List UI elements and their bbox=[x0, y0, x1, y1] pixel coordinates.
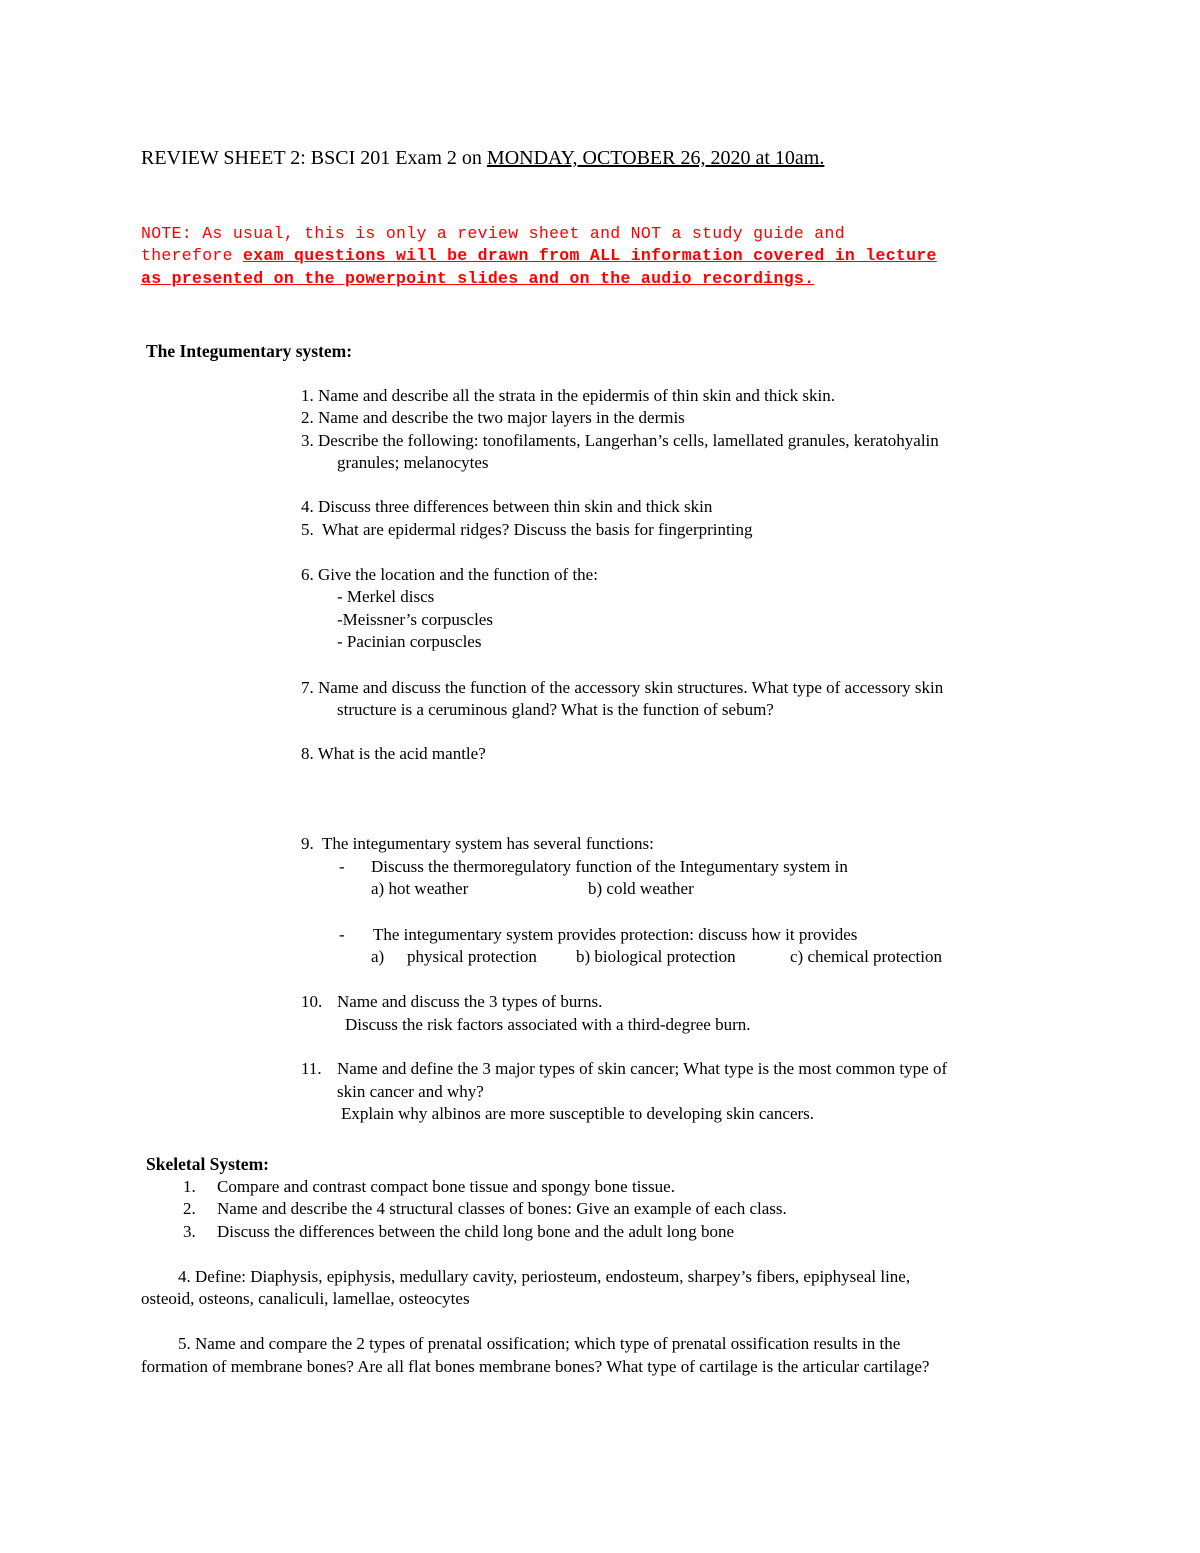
skeletal-question-4: 4. Define: Diaphysis, epiphysis, medullary cavity, periosteum, endosteum, sharpey’s fibers, epiphyseal line, bbox=[178, 1267, 911, 1286]
note-line-2 bbox=[141, 245, 937, 268]
section-heading-integumentary: The Integumentary system: bbox=[146, 341, 353, 361]
skeletal-question-3: Discuss the differences between the child long bone and the adult long bone bbox=[217, 1222, 735, 1241]
question-6-item-a: - Merkel discs bbox=[337, 587, 435, 606]
question-8: 8. What is the acid mantle? bbox=[301, 744, 486, 763]
skeletal-question-4-continued: osteoid, osteons, canaliculi, lamellae, osteocytes bbox=[141, 1289, 470, 1308]
note-line-3 bbox=[141, 268, 814, 291]
question-4: 4. Discuss three differences between thin skin and thick skin bbox=[301, 497, 713, 516]
note-line-2-emphasis: exam questions will be drawn from ALL information covered in lecture bbox=[243, 246, 937, 265]
question-3-continued: granules; melanocytes bbox=[337, 453, 489, 472]
question-9-sub-2: The integumentary system provides protection: discuss how it provides bbox=[373, 925, 858, 944]
question-9: 9. The integumentary system has several functions: bbox=[301, 834, 654, 853]
question-6-item-c: - Pacinian corpuscles bbox=[337, 632, 482, 651]
question-9-sub-2-c: c) chemical protection bbox=[790, 947, 942, 966]
note-line-2-plain: therefore bbox=[141, 246, 244, 265]
note-line-1: NOTE: As usual, this is only a review sheet and NOT a study guide and bbox=[141, 224, 845, 243]
question-5: 5. What are epidermal ridges? Discuss the basis for fingerprinting bbox=[301, 520, 753, 539]
question-2: 2. Name and describe the two major layers in the dermis bbox=[301, 408, 685, 427]
section-heading-skeletal: Skeletal System: bbox=[146, 1154, 269, 1174]
title-date: MONDAY, OCTOBER 26, 2020 at 10am. bbox=[486, 147, 825, 169]
question-6: 6. Give the location and the function of the: bbox=[301, 565, 598, 584]
skeletal-question-2-number: 2. bbox=[183, 1199, 196, 1218]
skeletal-question-5: 5. Name and compare the 2 types of prenatal ossification; which type of prenatal ossification results in the bbox=[178, 1334, 901, 1353]
question-9-sub-2-b: b) biological protection bbox=[576, 947, 736, 966]
question-10-number: 10. bbox=[301, 992, 323, 1011]
question-11-continued: skin cancer and why? bbox=[337, 1082, 484, 1101]
note-line-3-emphasis: as presented on the powerpoint slides and on the audio recordings. bbox=[141, 269, 815, 288]
question-9-dash-1: - bbox=[339, 857, 345, 876]
question-9-sub-1: Discuss the thermoregulatory function of the Integumentary system in bbox=[371, 857, 848, 876]
question-9-sub-1-b: b) cold weather bbox=[588, 879, 694, 898]
skeletal-question-1-number: 1. bbox=[183, 1177, 196, 1196]
skeletal-question-1: Compare and contrast compact bone tissue and spongy bone tissue. bbox=[217, 1177, 675, 1196]
question-10-continued: Discuss the risk factors associated with a third-degree burn. bbox=[345, 1015, 751, 1034]
question-9-sub-2-a-label: a) bbox=[371, 947, 385, 966]
skeletal-question-2: Name and describe the 4 structural classes of bones: Give an example of each class. bbox=[217, 1199, 787, 1218]
question-11-extra: Explain why albinos are more susceptible to developing skin cancers. bbox=[341, 1104, 815, 1123]
question-10: Name and discuss the 3 types of burns. bbox=[337, 992, 603, 1011]
question-9-sub-1-a: a) hot weather bbox=[371, 879, 469, 898]
skeletal-question-5-continued: formation of membrane bones? Are all flat bones membrane bones? What type of cartilage is the articular cartilage? bbox=[141, 1357, 930, 1376]
question-9-sub-2-a: physical protection bbox=[407, 947, 537, 966]
question-3: 3. Describe the following: tonofilaments, Langerhan’s cells, lamellated granules, keratohyalin bbox=[301, 431, 939, 450]
question-7: 7. Name and discuss the function of the accessory skin structures. What type of accessory skin bbox=[301, 678, 944, 697]
question-6-item-b: -Meissner’s corpuscles bbox=[337, 610, 493, 629]
title-prefix: REVIEW SHEET 2: BSCI 201 Exam 2 on bbox=[141, 147, 487, 169]
skeletal-question-3-number: 3. bbox=[183, 1222, 196, 1241]
question-9-dash-2: - bbox=[339, 925, 345, 944]
question-11: Name and define the 3 major types of skin cancer; What type is the most common type of bbox=[337, 1059, 948, 1078]
question-7-continued: structure is a ceruminous gland? What is the function of sebum? bbox=[337, 700, 774, 719]
question-1: 1. Name and describe all the strata in the epidermis of thin skin and thick skin. bbox=[301, 386, 835, 405]
question-11-number: 11. bbox=[301, 1059, 322, 1078]
page-title bbox=[141, 146, 824, 170]
